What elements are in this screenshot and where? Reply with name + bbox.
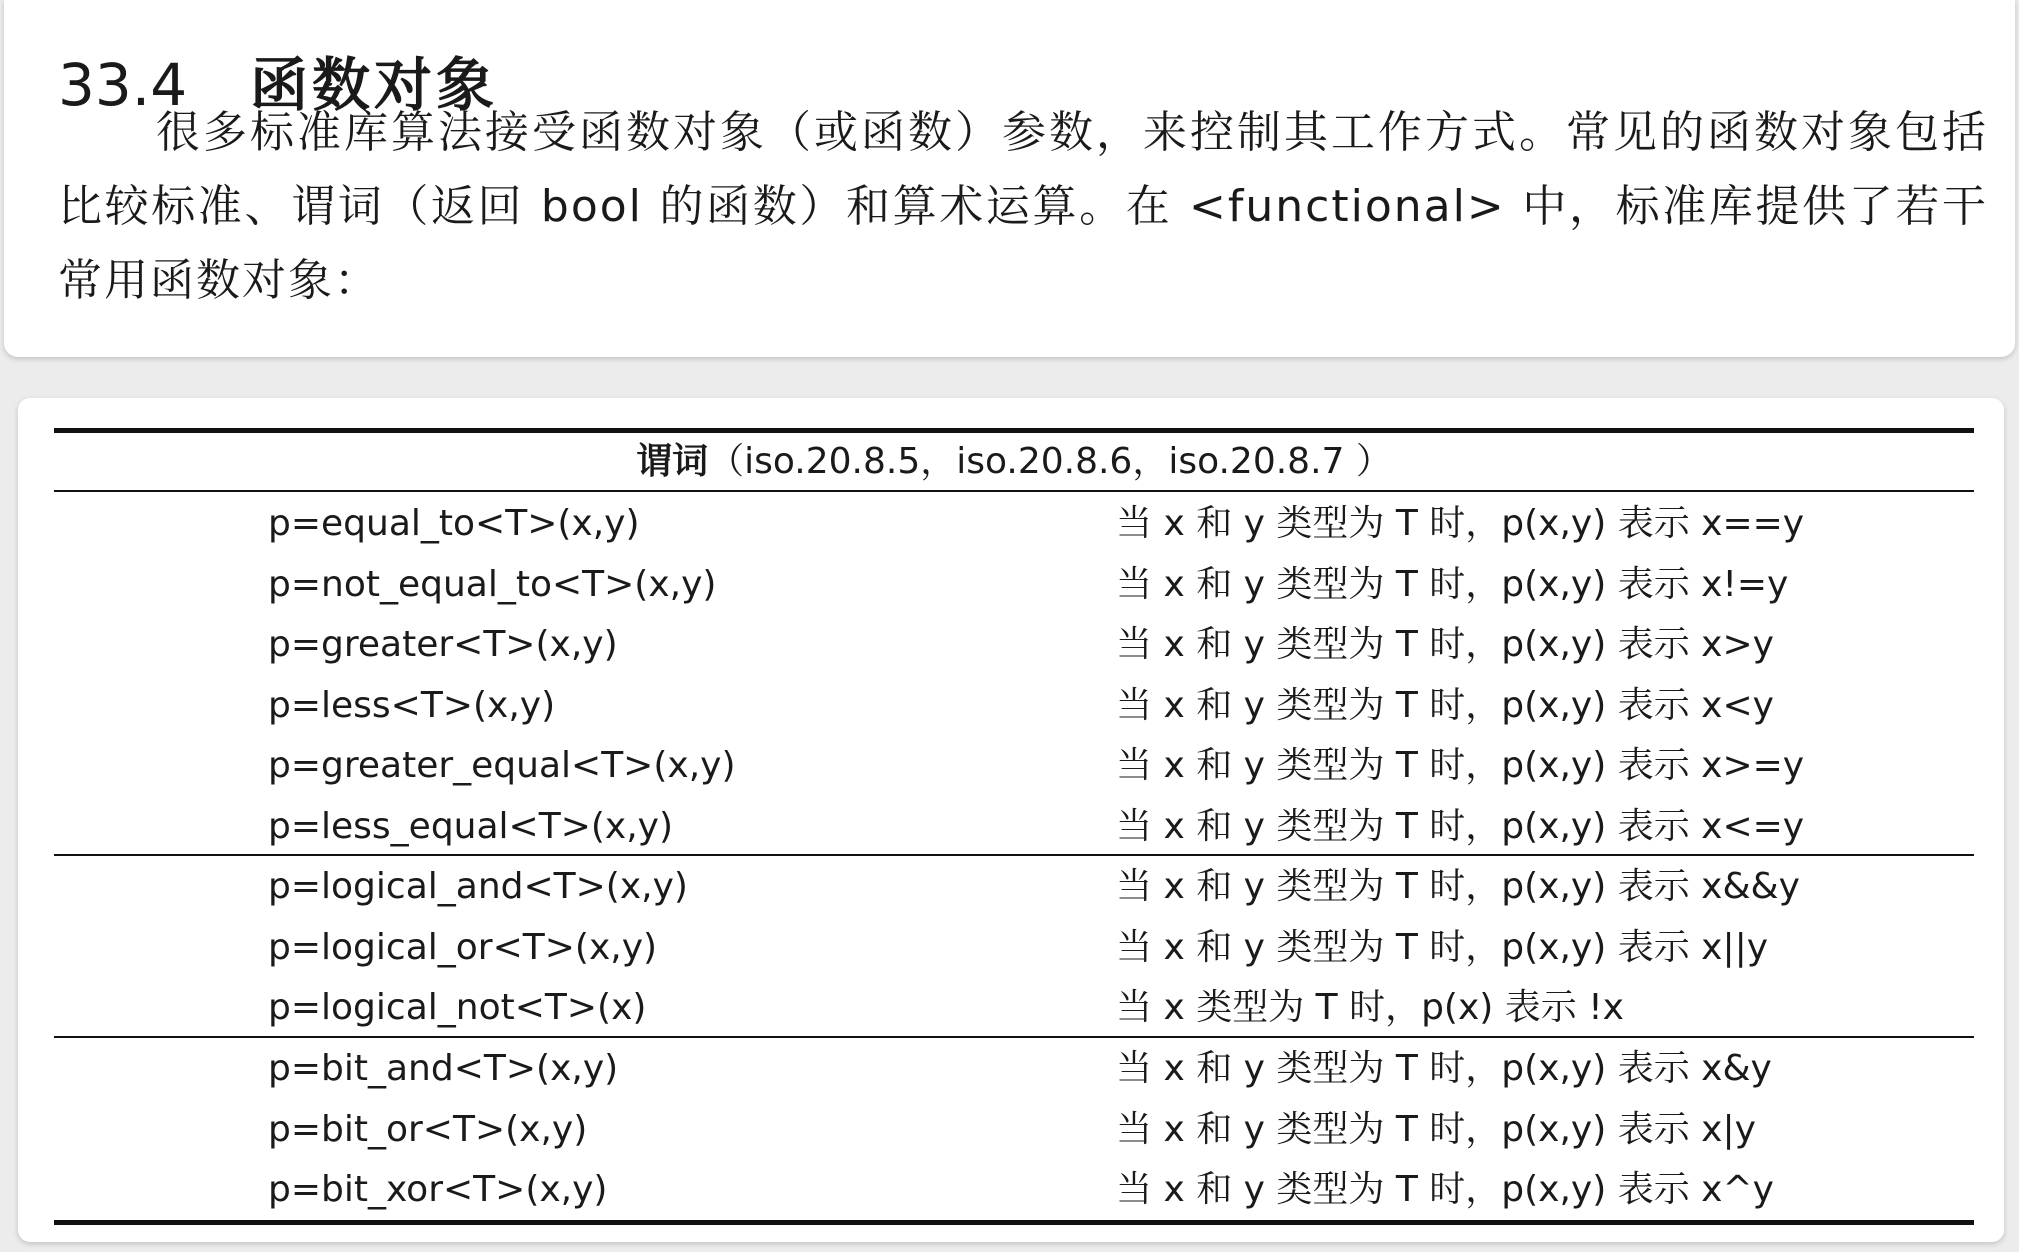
function-description: 当 x 类型为 T 时，p(x) 表示 !x — [1116, 987, 1624, 1028]
table-caption-refs: （iso.20.8.5，iso.20.8.6，iso.20.8.7 ） — [708, 441, 1392, 482]
group-divider — [54, 854, 1974, 856]
function-description: 当 x 和 y 类型为 T 时，p(x,y) 表示 x<y — [1116, 684, 1774, 726]
function-name: p=bit_xor<T>(x,y) — [268, 1169, 608, 1210]
function-name: p=logical_and<T>(x,y) — [268, 866, 688, 907]
function-description: 当 x 和 y 类型为 T 时，p(x,y) 表示 x==y — [1116, 503, 1805, 544]
table-row — [54, 1039, 1974, 1100]
function-name: p=logical_not<T>(x) — [268, 987, 647, 1028]
table-row — [54, 857, 1974, 918]
intro-card — [4, 0, 2015, 357]
intro-paragraph: 很多标准库算法接受函数对象（或函数）参数，来控制其工作方式。常见的函数对象包括比较标准、谓词（返回 bool 的函数）和算术运算。在 <functional> 中，标准库提供了若干常用函数对象： — [58, 107, 1988, 306]
function-description: 当 x 和 y 类型为 T 时，p(x,y) 表示 x^y — [1116, 1169, 1774, 1210]
table-row — [54, 978, 1974, 1039]
table-row — [54, 797, 1974, 858]
function-description: 当 x 和 y 类型为 T 时，p(x,y) 表示 x<=y — [1116, 805, 1805, 847]
function-description: 当 x 和 y 类型为 T 时，p(x,y) 表示 x|y — [1116, 1108, 1756, 1150]
table-row — [54, 1100, 1974, 1161]
function-description: 当 x 和 y 类型为 T 时，p(x,y) 表示 x>y — [1116, 624, 1774, 665]
table-row — [54, 1160, 1974, 1221]
table-bottom-rule — [54, 1220, 1974, 1225]
function-name: p=equal_to<T>(x,y) — [268, 503, 640, 544]
table-row — [54, 555, 1974, 616]
function-name: p=bit_and<T>(x,y) — [268, 1048, 619, 1089]
function-description: 当 x 和 y 类型为 T 时，p(x,y) 表示 x!=y — [1116, 563, 1789, 605]
table-row — [54, 736, 1974, 797]
table-caption — [54, 432, 1974, 492]
group-divider — [54, 1036, 1974, 1038]
section-number: 33.4 — [58, 50, 188, 119]
table-row — [54, 494, 1974, 555]
function-name: p=logical_or<T>(x,y) — [268, 926, 658, 968]
table-row — [54, 676, 1974, 737]
table-row — [54, 918, 1974, 979]
function-name: p=less_equal<T>(x,y) — [268, 805, 674, 847]
function-description: 当 x 和 y 类型为 T 时，p(x,y) 表示 x&y — [1116, 1048, 1772, 1089]
function-description: 当 x 和 y 类型为 T 时，p(x,y) 表示 x&&y — [1116, 866, 1800, 907]
section-title: 函数对象 — [250, 50, 499, 119]
table-caption-label: 谓词 — [636, 441, 709, 482]
function-name: p=greater<T>(x,y) — [268, 624, 618, 665]
table-row — [54, 615, 1974, 676]
table-header-rule — [54, 490, 1974, 492]
function-description: 当 x 和 y 类型为 T 时，p(x,y) 表示 x||y — [1116, 926, 1769, 968]
predicate-table — [18, 398, 2004, 1242]
function-name: p=not_equal_to<T>(x,y) — [268, 563, 717, 605]
function-name: p=bit_or<T>(x,y) — [268, 1108, 588, 1150]
function-name: p=less<T>(x,y) — [268, 684, 556, 726]
function-description: 当 x 和 y 类型为 T 时，p(x,y) 表示 x>=y — [1116, 745, 1805, 786]
function-name: p=greater_equal<T>(x,y) — [268, 745, 736, 786]
